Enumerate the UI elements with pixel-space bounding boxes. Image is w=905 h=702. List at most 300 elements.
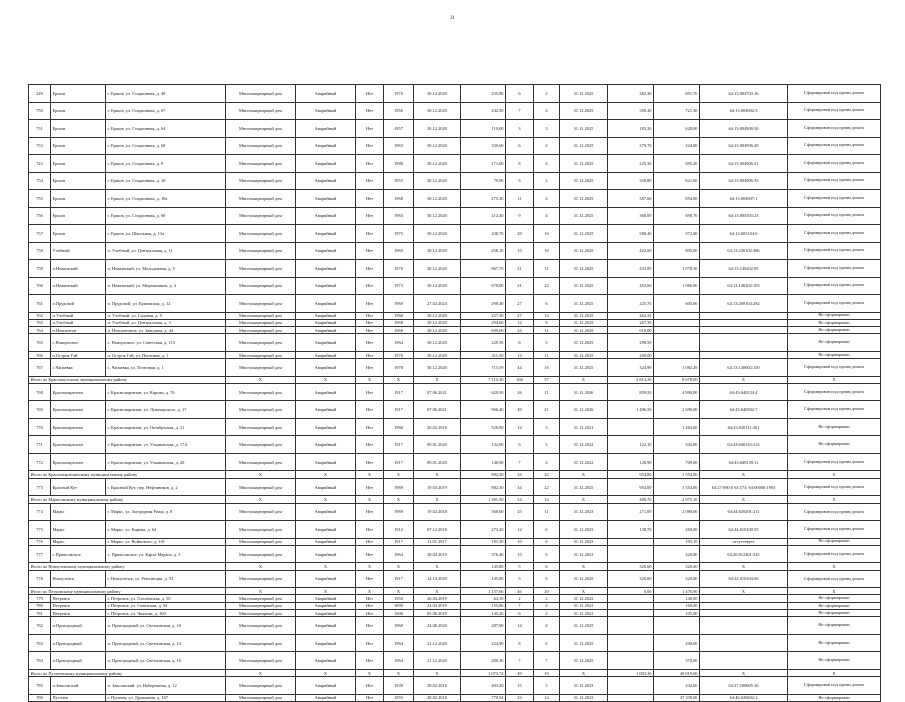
living-area-cell: 867,70 bbox=[461, 260, 506, 278]
settlement-cell: Краснопартизан bbox=[51, 436, 106, 454]
premises-count-cell: 6 bbox=[534, 545, 560, 563]
settlement-cell: с.Новорепное bbox=[51, 334, 106, 352]
living-area-cell: 966,40 bbox=[461, 401, 506, 419]
cultural-heritage-flag-cell: Нет bbox=[356, 401, 384, 419]
land-area-cell: 195,10 bbox=[654, 538, 700, 545]
cultural-heritage-flag-cell: Нет bbox=[356, 277, 384, 295]
residents-count-cell: 14 bbox=[506, 617, 534, 635]
residents-count-cell: 12 bbox=[506, 418, 534, 436]
cadastral-number-cell: 64:44:010100:55 bbox=[700, 521, 788, 539]
subtotal-mark-cell: Х bbox=[356, 376, 384, 383]
address-cell: г. Петровск, ул. Чкалова, д. 160 bbox=[106, 610, 226, 617]
living-area-cell: 119,00 bbox=[461, 120, 506, 138]
settlement-cell: п.Пригородный bbox=[51, 652, 106, 670]
building-status-cell: Аварийный bbox=[296, 503, 356, 521]
subtotal-residents-cell: 49 bbox=[506, 669, 534, 676]
area-value-cell: 433,85 bbox=[608, 260, 654, 278]
resettlement-deadline-cell: 31.12.2025 bbox=[560, 652, 608, 670]
cadastral-number-cell: 64:13:005503:23 bbox=[700, 207, 788, 225]
row-number-cell: 755 bbox=[29, 190, 51, 208]
residents-count-cell: 34 bbox=[506, 478, 534, 496]
table-row bbox=[29, 190, 881, 208]
subtotal-mark-cell: Х bbox=[226, 471, 296, 478]
cadastral-number-cell: 64:13:005104:6 bbox=[700, 225, 788, 243]
area-value-cell: 453,60 bbox=[608, 277, 654, 295]
subtotal-area-cell: 1 157,66 bbox=[461, 588, 506, 595]
land-area-cell: 545,00 bbox=[654, 436, 700, 454]
building-type-cell: Многоквартирный дом bbox=[226, 538, 296, 545]
resettlement-deadline-cell: 31.12.2025 bbox=[560, 242, 608, 260]
table-row bbox=[29, 137, 881, 155]
living-area-cell: 715,59 bbox=[461, 359, 506, 377]
emergency-date-cell: 30.12.2020 bbox=[414, 319, 461, 326]
cultural-heritage-flag-cell: Нет bbox=[356, 602, 384, 609]
subtotal-c2-cell: 40 019,00 bbox=[654, 669, 700, 676]
cadastral-number-cell: 64:13:004906:35 bbox=[700, 172, 788, 190]
cadastral-number-cell: 64:13:140602:150 bbox=[700, 359, 788, 377]
land-plot-status-cell: Сформирован под одним домом bbox=[788, 277, 881, 295]
settlement-cell: Петровск bbox=[51, 610, 106, 617]
subtotal-mark-cell: Х bbox=[384, 563, 414, 570]
building-type-cell: Многоквартирный дом bbox=[226, 277, 296, 295]
subtotal-c1-cell: 0,00 bbox=[608, 588, 654, 595]
building-type-cell: Многоквартирный дом bbox=[226, 155, 296, 173]
building-status-cell: Аварийный bbox=[296, 225, 356, 243]
land-area-cell: 605,00 bbox=[654, 295, 700, 313]
building-status-cell: Аварийный bbox=[296, 602, 356, 609]
emergency-date-cell: 30.12.2020 bbox=[414, 155, 461, 173]
premises-count-cell: 2 bbox=[534, 602, 560, 609]
land-area-cell: 370,00 bbox=[654, 652, 700, 670]
row-number-cell: 786 bbox=[29, 694, 51, 701]
subtotal-residents-cell: 5 bbox=[506, 563, 534, 570]
table-row bbox=[29, 602, 881, 609]
subtotal-area-cell: 1 073,74 bbox=[461, 669, 506, 676]
living-area-cell: 227,30 bbox=[461, 312, 506, 319]
land-plot-status-cell: Не сформирован bbox=[788, 327, 881, 334]
subtotal-mark-cell: Х bbox=[788, 376, 881, 383]
subtotal-mark-cell: Х bbox=[296, 376, 356, 383]
building-type-cell: Многоквартирный дом bbox=[226, 478, 296, 496]
residents-count-cell: 25 bbox=[506, 503, 534, 521]
area-value-cell: 422,00 bbox=[608, 242, 654, 260]
building-status-cell: Аварийный bbox=[296, 570, 356, 588]
table-row bbox=[29, 225, 881, 243]
cadastral-number-cell: 64:43:040502:7 bbox=[700, 401, 788, 419]
construction-year-cell: 1950 bbox=[384, 595, 414, 602]
table-row bbox=[29, 102, 881, 120]
premises-count-cell: 22 bbox=[534, 478, 560, 496]
row-number-cell: 758 bbox=[29, 242, 51, 260]
residents-count-cell: 8 bbox=[506, 155, 534, 173]
cultural-heritage-flag-cell: Нет bbox=[356, 694, 384, 701]
land-area-cell: 721,30 bbox=[654, 102, 700, 120]
land-plot-status-cell: Сформирован под одним домом bbox=[788, 359, 881, 377]
settlement-cell: Маркс bbox=[51, 521, 106, 539]
subtotal-label: Итого по Петровскому муниципальному району bbox=[29, 588, 226, 595]
building-status-cell: Аварийный bbox=[296, 207, 356, 225]
settlement-cell: п.Остров Гай bbox=[51, 351, 106, 358]
emergency-date-cell: 30.12.2020 bbox=[414, 260, 461, 278]
subtotal-mark-cell: Х bbox=[700, 471, 788, 478]
construction-year-cell: 1973 bbox=[384, 277, 414, 295]
subtotal-mark-cell: Х bbox=[788, 563, 881, 570]
cultural-heritage-flag-cell: Нет bbox=[356, 503, 384, 521]
emergency-date-cell: 30.12.2020 bbox=[414, 312, 461, 319]
subtotal-area-cell: 7 115,30 bbox=[461, 376, 506, 383]
construction-year-cell: 1917 bbox=[384, 453, 414, 471]
settlement-cell: Ершов bbox=[51, 120, 106, 138]
row-number-cell: 765 bbox=[29, 334, 51, 352]
land-area-cell: 621,00 bbox=[654, 172, 700, 190]
address-cell: п. Учебный, ул. Центральная, д. 3 bbox=[106, 319, 226, 326]
living-area-cell: 181,30 bbox=[461, 538, 506, 545]
cultural-heritage-flag-cell: Нет bbox=[356, 319, 384, 326]
premises-count-cell: 6 bbox=[534, 570, 560, 588]
premises-count-cell: 8 bbox=[534, 319, 560, 326]
resettlement-deadline-cell: 31.12.2025 bbox=[560, 225, 608, 243]
row-number-cell: 773 bbox=[29, 478, 51, 496]
area-value-cell: 140,90 bbox=[608, 453, 654, 471]
construction-year-cell: 1978 bbox=[384, 359, 414, 377]
table-row bbox=[29, 351, 881, 358]
living-area-cell: 526,90 bbox=[461, 418, 506, 436]
subtotal-label: Итого по Пугачевскому муниципальному району bbox=[29, 669, 226, 676]
resettlement-deadline-cell: 31.12.2022 bbox=[560, 453, 608, 471]
cultural-heritage-flag-cell: Нет bbox=[356, 453, 384, 471]
cadastral-number-cell: 64:13:004906:29 bbox=[700, 137, 788, 155]
row-number-cell: 756 bbox=[29, 207, 51, 225]
building-type-cell: Многоквартирный дом bbox=[226, 102, 296, 120]
residents-count-cell: 6 bbox=[506, 85, 534, 103]
premises-count-cell: 11 bbox=[534, 351, 560, 358]
row-number-cell: 783 bbox=[29, 634, 51, 652]
resettlement-deadline-cell: 31.12.2025 bbox=[560, 207, 608, 225]
subtotal-row bbox=[29, 669, 881, 676]
living-area-cell: 458,10 bbox=[461, 242, 506, 260]
cadastral-number-cell bbox=[700, 610, 788, 617]
subtotal-label: Итого по Марксовскому муниципальному району bbox=[29, 496, 226, 503]
subtotal-mark-cell: Х bbox=[356, 669, 384, 676]
row-number-cell: 785 bbox=[29, 677, 51, 695]
land-plot-status-cell: Сформирован под одним домом bbox=[788, 453, 881, 471]
row-number-cell: 753 bbox=[29, 137, 51, 155]
address-cell: п. Пригородный, ул. Светлинская, д. 10 bbox=[106, 617, 226, 635]
building-status-cell: Аварийный bbox=[296, 277, 356, 295]
emergency-date-cell: 30.12.2020 bbox=[414, 334, 461, 352]
subtotal-mark-cell: Х bbox=[560, 669, 608, 676]
address-cell: п. Нежинский, ул. Молодежная, д. 5 bbox=[106, 260, 226, 278]
row-number-cell: 781 bbox=[29, 610, 51, 617]
row-number-cell: 249 bbox=[29, 85, 51, 103]
premises-count-cell: 2 bbox=[534, 610, 560, 617]
settlement-cell: Красный Кут bbox=[51, 478, 106, 496]
address-cell: г. Ершов, ул. Стадионная, д. 68 bbox=[106, 137, 226, 155]
subtotal-mark-cell: Х bbox=[296, 496, 356, 503]
table-row bbox=[29, 277, 881, 295]
resettlement-deadline-cell: 31.12.2025 bbox=[560, 277, 608, 295]
cultural-heritage-flag-cell: Нет bbox=[356, 225, 384, 243]
cadastral-number-cell: 64:13:004907:1 bbox=[700, 190, 788, 208]
cadastral-number-cell bbox=[700, 652, 788, 670]
living-area-cell: 242,50 bbox=[461, 102, 506, 120]
table-row bbox=[29, 383, 881, 401]
table-row bbox=[29, 694, 881, 701]
building-type-cell: Многоквартирный дом bbox=[226, 137, 296, 155]
cadastral-number-cell bbox=[700, 351, 788, 358]
row-number-cell: 770 bbox=[29, 418, 51, 436]
premises-count-cell: 2 bbox=[534, 137, 560, 155]
living-area-cell: 609,60 bbox=[461, 327, 506, 334]
address-cell: г. Ершов, ул. Школьная, д. 13а bbox=[106, 225, 226, 243]
table-row bbox=[29, 652, 881, 670]
land-plot-status-cell: Сформирован под одним домом bbox=[788, 545, 881, 563]
construction-year-cell: 1970 bbox=[384, 260, 414, 278]
residents-count-cell: 28 bbox=[506, 225, 534, 243]
settlement-cell: п.Учебный bbox=[51, 319, 106, 326]
cadastral-number-cell: 64:13:140202:103 bbox=[700, 277, 788, 295]
construction-year-cell: 1970 bbox=[384, 351, 414, 358]
residents-count-cell: 10 bbox=[506, 538, 534, 545]
address-cell: г. Новоузенск, ул. Революции, д. 53 bbox=[106, 570, 226, 588]
premises-count-cell: 3 bbox=[534, 334, 560, 352]
table-row bbox=[29, 545, 881, 563]
premises-count-cell: 4 bbox=[534, 207, 560, 225]
area-value-cell: 954,00 bbox=[608, 478, 654, 496]
settlement-cell: Ершов bbox=[51, 137, 106, 155]
cultural-heritage-flag-cell: Нет bbox=[356, 617, 384, 635]
construction-year-cell: 1917 bbox=[384, 570, 414, 588]
building-type-cell: Многоквартирный дом bbox=[226, 319, 296, 326]
premises-count-cell: 6 bbox=[534, 538, 560, 545]
subtotal-mark-cell: Х bbox=[700, 588, 788, 595]
emergency-date-cell: 30.12.2020 bbox=[414, 351, 461, 358]
residents-count-cell: 24 bbox=[506, 327, 534, 334]
table-row bbox=[29, 327, 881, 334]
address-cell: г. Петровск, ул. Гоголевская, д. 50 bbox=[106, 595, 226, 602]
subtotal-label: Итого по Краснопартизанскому муниципальному району bbox=[29, 471, 226, 478]
emergency-date-cell: 30.12.2020 bbox=[414, 120, 461, 138]
subtotal-mark-cell: Х bbox=[700, 563, 788, 570]
subtotal-rooms-cell: 19 bbox=[534, 669, 560, 676]
table-row bbox=[29, 478, 881, 496]
subtotal-c1-cell: 954,00 bbox=[608, 471, 654, 478]
construction-year-cell: 1912 bbox=[384, 521, 414, 539]
land-area-cell: 709,00 bbox=[654, 453, 700, 471]
residents-count-cell: 7 bbox=[506, 602, 534, 609]
area-value-cell bbox=[608, 617, 654, 635]
resettlement-deadline-cell: 31.12.2021 bbox=[560, 418, 608, 436]
emergency-date-cell: 19.02.2018 bbox=[414, 503, 461, 521]
residents-count-cell: 6 bbox=[506, 436, 534, 454]
settlement-cell: Ершов bbox=[51, 225, 106, 243]
row-number-cell: 771 bbox=[29, 436, 51, 454]
land-area-cell: 140,00 bbox=[654, 595, 700, 602]
cultural-heritage-flag-cell: Нет bbox=[356, 172, 384, 190]
emergency-date-cell: 20.02.2018 bbox=[414, 418, 461, 436]
land-area-cell bbox=[654, 327, 700, 334]
emergency-date-cell: 05.06.2019 bbox=[414, 610, 461, 617]
subtotal-mark-cell: Х bbox=[560, 588, 608, 595]
premises-count-cell: 3 bbox=[534, 120, 560, 138]
cadastral-number-cell: 64:43:040139:11 bbox=[700, 453, 788, 471]
construction-year-cell: 1964 bbox=[384, 634, 414, 652]
living-area-cell: 330,60 bbox=[461, 137, 506, 155]
cultural-heritage-flag-cell: Нет bbox=[356, 190, 384, 208]
area-value-cell: 200,00 bbox=[608, 351, 654, 358]
area-value-cell: 618,00 bbox=[608, 327, 654, 334]
building-status-cell: Аварийный bbox=[296, 634, 356, 652]
address-cell: п. Пригородный, ул. Светлинская, д. 14 bbox=[106, 634, 226, 652]
resettlement-deadline-cell: 31.12.2023 bbox=[560, 545, 608, 563]
table-row bbox=[29, 207, 881, 225]
land-area-cell: 805,00 bbox=[654, 242, 700, 260]
subtotal-mark-cell: Х bbox=[384, 471, 414, 478]
residents-count-cell: 7 bbox=[506, 652, 534, 670]
cultural-heritage-flag-cell: Нет bbox=[356, 359, 384, 377]
residents-count-cell: 6 bbox=[506, 610, 534, 617]
settlement-cell: Маркс bbox=[51, 538, 106, 545]
building-type-cell: Многоквартирный дом bbox=[226, 545, 296, 563]
address-cell: г. Ершов, ул. Стадионная, д. 67 bbox=[106, 102, 226, 120]
living-area-cell: 212,40 bbox=[461, 207, 506, 225]
land-plot-status-cell: Не сформирован bbox=[788, 351, 881, 358]
cadastral-number-cell bbox=[700, 617, 788, 635]
premises-count-cell: 11 bbox=[534, 327, 560, 334]
cadastral-number-cell: 64:46:020602:3 bbox=[700, 694, 788, 701]
building-type-cell: Многоквартирный дом bbox=[226, 610, 296, 617]
land-area-cell: 160,00 bbox=[654, 602, 700, 609]
area-value-cell: 580,40 bbox=[608, 225, 654, 243]
area-value-cell bbox=[608, 610, 654, 617]
land-area-cell bbox=[654, 312, 700, 319]
area-value-cell: 298,50 bbox=[608, 334, 654, 352]
area-value-cell: 387,60 bbox=[608, 190, 654, 208]
settlement-cell: Маркс bbox=[51, 503, 106, 521]
residents-count-cell: 44 bbox=[506, 359, 534, 377]
building-type-cell: Многоквартирный дом bbox=[226, 334, 296, 352]
subtotal-label: Итого по Новоузенскому муниципальному району bbox=[29, 563, 226, 570]
cadastral-number-cell bbox=[700, 312, 788, 319]
cadastral-number-cell bbox=[700, 602, 788, 609]
resettlement-deadline-cell: 31.12.2025 bbox=[560, 190, 608, 208]
land-area-cell: 1 554,00 bbox=[654, 478, 700, 496]
emergency-date-cell: 24.04.2019 bbox=[414, 602, 461, 609]
table-row bbox=[29, 538, 881, 545]
subtotal-mark-cell: Х bbox=[226, 588, 296, 595]
area-value-cell: 267,39 bbox=[608, 319, 654, 326]
living-area-cell: 290,40 bbox=[461, 295, 506, 313]
residents-count-cell: 6 bbox=[506, 137, 534, 155]
row-number-cell: 782 bbox=[29, 617, 51, 635]
subtotal-mark-cell: Х bbox=[356, 496, 384, 503]
resettlement-deadline-cell: 31.12.2022 bbox=[560, 595, 608, 602]
area-value-cell bbox=[608, 677, 654, 695]
land-plot-status-cell: Сформирован под одним домом bbox=[788, 677, 881, 695]
land-plot-status-cell: Сформирован под одним домом bbox=[788, 172, 881, 190]
subtotal-mark-cell: Х bbox=[226, 376, 296, 383]
address-cell: г. Пугачев, ул. Дрожжина, д. 167 bbox=[106, 694, 226, 701]
living-area-cell: 224,90 bbox=[461, 634, 506, 652]
land-plot-status-cell: Сформирован под одним домом bbox=[788, 401, 881, 419]
subtotal-c1-cell: 3 814,39 bbox=[608, 376, 654, 383]
settlement-cell: с.Чапаевка bbox=[51, 359, 106, 377]
subtotal-row bbox=[29, 496, 881, 503]
cultural-heritage-flag-cell: Нет bbox=[356, 137, 384, 155]
settlement-cell: Ершов bbox=[51, 172, 106, 190]
cadastral-number-cell: 64:27:000:0 63:173; 64:00000:1903 bbox=[700, 478, 788, 496]
subtotal-mark-cell: Х bbox=[296, 471, 356, 478]
premises-count-cell: 10 bbox=[534, 242, 560, 260]
cultural-heritage-flag-cell: Нет bbox=[356, 652, 384, 670]
row-number-cell: 775 bbox=[29, 521, 51, 539]
address-cell: г. Ершов, ул. Стадионная, д. 10а bbox=[106, 190, 226, 208]
building-status-cell: Аварийный bbox=[296, 85, 356, 103]
subtotal-mark-cell: Х bbox=[296, 588, 356, 595]
building-status-cell: Аварийный bbox=[296, 319, 356, 326]
living-area-cell: 79,90 bbox=[461, 172, 506, 190]
cadastral-number-cell: 64:44:020201:211 bbox=[700, 503, 788, 521]
row-number-cell: 754 bbox=[29, 172, 51, 190]
construction-year-cell: 1960 bbox=[384, 312, 414, 319]
premises-count-cell: 5 bbox=[534, 418, 560, 436]
building-status-cell: Аварийный bbox=[296, 694, 356, 701]
land-plot-status-cell: Сформирован под одним домом bbox=[788, 85, 881, 103]
address-cell: г. Ершов, ул. Стадионная, д. 64 bbox=[106, 120, 226, 138]
building-type-cell: Многоквартирный дом bbox=[226, 436, 296, 454]
building-status-cell: Аварийный bbox=[296, 359, 356, 377]
row-number-cell: 751 bbox=[29, 120, 51, 138]
subtotal-mark-cell: Х bbox=[560, 376, 608, 383]
construction-year-cell: 1960 bbox=[384, 418, 414, 436]
cultural-heritage-flag-cell: Нет bbox=[356, 595, 384, 602]
building-status-cell: Аварийный bbox=[296, 102, 356, 120]
subtotal-mark-cell: Х bbox=[414, 496, 461, 503]
premises-count-cell: 6 bbox=[534, 521, 560, 539]
subtotal-c2-cell: 320,60 bbox=[654, 563, 700, 570]
area-value-cell: 358,40 bbox=[608, 102, 654, 120]
area-value-cell: 1 496,50 bbox=[608, 401, 654, 419]
premises-count-cell: 11 bbox=[534, 260, 560, 278]
settlement-cell: Ершов bbox=[51, 155, 106, 173]
living-area-cell: 770,54 bbox=[461, 694, 506, 701]
land-plot-status-cell: Сформирован под одним домом bbox=[788, 225, 881, 243]
living-area-cell: 678,00 bbox=[461, 277, 506, 295]
land-area-cell: 1 263,00 bbox=[654, 418, 700, 436]
subtotal-area-cell: 145,80 bbox=[461, 563, 506, 570]
building-type-cell: Многоквартирный дом bbox=[226, 359, 296, 377]
emergency-date-cell: 07.12.2018 bbox=[414, 521, 461, 539]
row-number-cell: 763 bbox=[29, 319, 51, 326]
page-number: 31 bbox=[450, 16, 455, 21]
building-status-cell: Аварийный bbox=[296, 295, 356, 313]
land-plot-status-cell: Не сформирован bbox=[788, 610, 881, 617]
subtotal-mark-cell: Х bbox=[414, 376, 461, 383]
emergency-date-cell: 30.12.2020 bbox=[414, 137, 461, 155]
premises-count-cell: 2 bbox=[534, 595, 560, 602]
subtotal-mark-cell: Х bbox=[356, 563, 384, 570]
subtotal-residents-cell: 160 bbox=[506, 376, 534, 383]
living-area-cell: 229,50 bbox=[461, 334, 506, 352]
land-area-cell: 1 078,50 bbox=[654, 260, 700, 278]
settlement-cell: Ершов bbox=[51, 207, 106, 225]
building-status-cell: Аварийный bbox=[296, 172, 356, 190]
building-type-cell: Многоквартирный дом bbox=[226, 652, 296, 670]
premises-count-cell: 4 bbox=[534, 453, 560, 471]
land-area-cell: 260,00 bbox=[654, 521, 700, 539]
premises-count-cell: 22 bbox=[534, 277, 560, 295]
settlement-cell: п.Учебный bbox=[51, 312, 106, 319]
